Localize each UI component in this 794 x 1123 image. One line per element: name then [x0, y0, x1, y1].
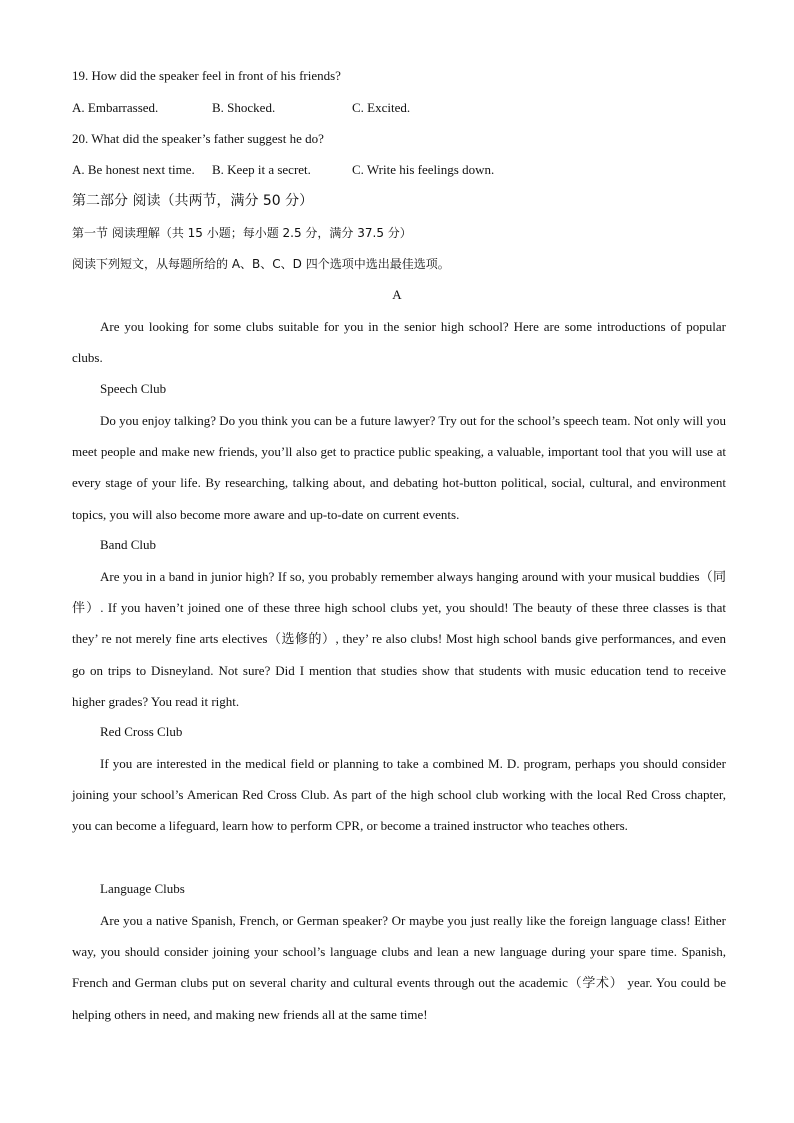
question-19-stem: 19. How did the speaker feel in front of his friends? — [72, 68, 341, 83]
club-text-red-cross: If you are interested in the medical field or planning to take a combined M. D. program, perhaps you should consider joining your school’s American Red Cross Club. As part of the high school club working with the local Red Cross chapter, you can become a lifeguard, learn how to perform CPR, or become a trained instructor who teaches others. — [72, 756, 726, 834]
club-heading-red-cross: Red Cross Club — [100, 724, 183, 739]
instruction-text: 阅读下列短文，从每题所给的 A、B、C、D 四个选项中选出最佳选项。 — [72, 257, 450, 271]
passage-intro: Are you looking for some clubs suitable for you in the senior high school? Here are some introductions of popular clubs. — [72, 319, 726, 366]
passage-label: A — [392, 287, 402, 302]
question-20-option-c: C. Write his feelings down. — [352, 162, 495, 177]
question-19-option-a: A. Embarrassed. — [72, 100, 159, 115]
part-title: 第二部分 阅读（共两节，满分 50 分） — [72, 193, 314, 209]
question-20-option-b: B. Keep it a secret. — [212, 162, 311, 177]
club-heading-language: Language Clubs — [100, 881, 185, 896]
club-text-language: Are you a native Spanish, French, or German speaker? Or maybe you just really like the foreign language class! Either way, you should consider joining your school’s language clubs and lean a new language during your spare time. Spanish, French and German clubs put on several charity and cultural events through out the academic（学术） year. You could be helping others in need, and making new friends all at the same time! — [72, 913, 726, 1022]
club-text-band: Are you in a band in junior high? If so, you probably remember always hanging around with your musical buddies（同伴）. If you haven’t joined one of these three high school clubs yet, you should! The beauty of these three classes is that they’ re not merely fine arts electives（选修的）, they’ re also clubs! Most high school bands give performances, and even go on trips to Disneyland. Not sure? Did I mention that studies show that students with music education tend to receive higher grades? You read it right. — [72, 569, 726, 709]
question-20-stem: 20. What did the speaker’s father suggest he do? — [72, 131, 324, 146]
subsection-title: 第一节 阅读理解（共 15 小题；每小题 2.5 分，满分 37.5 分） — [72, 226, 412, 240]
club-heading-band: Band Club — [100, 537, 156, 552]
club-heading-speech: Speech Club — [100, 381, 167, 396]
question-20-option-a: A. Be honest next time. — [72, 162, 195, 177]
question-19-option-b: B. Shocked. — [212, 100, 276, 115]
club-text-speech: Do you enjoy talking? Do you think you can be a future lawyer? Try out for the school’s speech team. Not only will you meet people and make new friends, you’ll also get to practice public speaking, a valuable, important tool that you will use at every stage of your life. By researching, talking about, and debating hot-button political, social, cultural, and environment topics, you will also become more aware and up-to-date on current events. — [72, 413, 726, 522]
question-19-option-c: C. Excited. — [352, 100, 411, 115]
